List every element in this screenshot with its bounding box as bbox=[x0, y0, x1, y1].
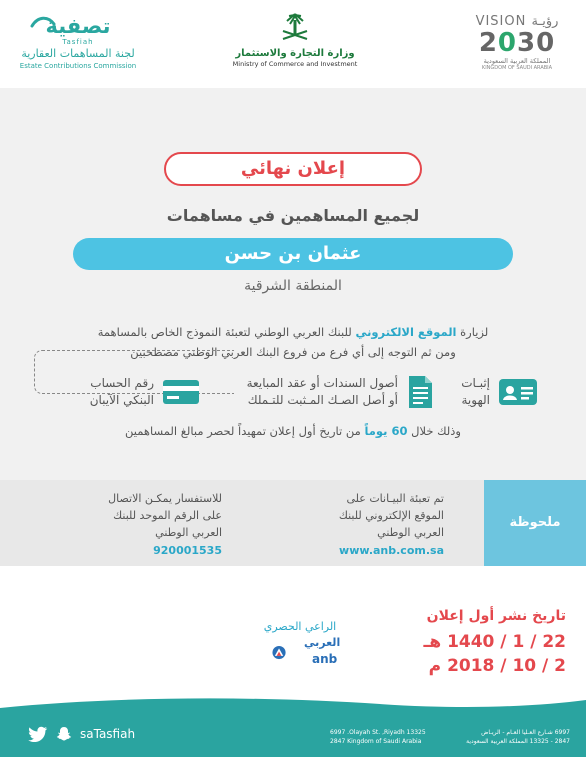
address-arabic-line-1: 6997 شـارع العـليا العـام - الريـاض bbox=[481, 729, 570, 736]
website-highlight: الموقع الالكتروني bbox=[355, 325, 457, 339]
vision-year-digits: 30 bbox=[517, 28, 556, 58]
requirement-iban bbox=[90, 372, 200, 412]
address-arabic-line-2: 2847 - 13325 المملكة العربية السعودية bbox=[466, 738, 570, 745]
duration-rest: من تاريخ أول إعلان تمهيداً لحصر مبالغ المساهمين bbox=[125, 424, 365, 438]
requirement-documents-line-1: أصول السندات أو عقد المبايعة bbox=[246, 376, 398, 390]
note-phone-line-3: العربي الوطني bbox=[155, 526, 222, 539]
note-phone-line-2: على الرقم الموحد للبنك bbox=[113, 509, 222, 522]
contribution-name: عثمان بن حسن bbox=[73, 238, 513, 270]
instructions-line-1 bbox=[30, 322, 556, 342]
ministry-english-name: Ministry of Commerce and Investment bbox=[232, 60, 358, 68]
kingdom-arabic: المملكة العربية السعودية bbox=[483, 57, 551, 65]
note-website-line-3: العربي الوطني bbox=[377, 526, 444, 539]
duration-days: 60 يوماً bbox=[364, 424, 408, 438]
requirement-documents-line-2: أو أصل الصـك المـثبت للتـملك bbox=[247, 393, 398, 407]
note-phone-line-1: للاستفسار يمكـن الاتصال bbox=[108, 492, 222, 505]
tasfiah-latin: Tasfiah bbox=[62, 38, 94, 46]
requirement-id-text bbox=[461, 375, 490, 409]
header bbox=[0, 0, 586, 88]
anb-website-link[interactable]: www.anb.com.sa bbox=[339, 544, 444, 557]
tasfiah-english-name: Estate Contributions Commission bbox=[19, 62, 137, 70]
address-arabic bbox=[466, 728, 570, 746]
publication-hijri-date: 22 / 1 / 1440 هـ bbox=[423, 632, 566, 652]
palm-swords-emblem-icon bbox=[278, 12, 312, 42]
tasfiah-swirl-icon bbox=[30, 16, 56, 30]
snapchat-icon[interactable] bbox=[56, 726, 72, 742]
document-icon bbox=[406, 375, 434, 409]
requirement-documents bbox=[247, 372, 434, 412]
note-website-line-2: الموقع الإلكتروني للبنك bbox=[338, 509, 444, 522]
note-website-line-1: تم تعبئة البيـانات على bbox=[346, 492, 444, 505]
publication-gregorian-date: 2 / 10 / 2018 م bbox=[428, 656, 566, 676]
address-english bbox=[330, 728, 426, 746]
anb-english-name: anb bbox=[312, 652, 338, 666]
requirement-iban-line-2: البنكي الآيبان bbox=[89, 393, 154, 407]
instructions-line-2: ومن ثم التوجه إلى أي فرع من فروع البنك العربي الوطني مصطحبين bbox=[130, 345, 456, 359]
requirement-iban-line-1: رقم الحساب bbox=[90, 376, 154, 390]
vision-year bbox=[464, 29, 570, 57]
note-website-column bbox=[264, 490, 444, 559]
vision-year-digit: 2 bbox=[478, 28, 498, 58]
anb-logo-icon bbox=[272, 638, 302, 668]
announcement-title: إعلان نهائي bbox=[164, 152, 422, 186]
duration-note bbox=[30, 424, 556, 438]
tasfiah-logo bbox=[18, 14, 138, 76]
twitter-icon[interactable] bbox=[28, 726, 48, 742]
id-card-icon bbox=[498, 377, 538, 407]
requirement-id-line-2: الهوية bbox=[461, 393, 490, 407]
address-english-line-2: 2847 Kingdom of Saudi Arabia bbox=[330, 738, 422, 745]
requirement-id-line-1: إثبـات bbox=[461, 376, 490, 390]
kingdom-english: KINGDOM OF SAUDI ARABIA bbox=[481, 65, 553, 71]
address-english-line-1: 6997 .Olayah St. ,Riyadh 13325 bbox=[330, 729, 426, 736]
instructions-prefix: لزيارة bbox=[456, 325, 489, 339]
sponsor-label: الراعي الحصري bbox=[263, 620, 337, 633]
region-label: المنطقة الشرقية bbox=[244, 278, 342, 294]
note-phone-column bbox=[42, 490, 222, 559]
tasfiah-mark: تصفية bbox=[45, 14, 111, 38]
vision-year-zero: 0 bbox=[497, 28, 517, 58]
social-handle[interactable]: saTasfiah bbox=[80, 727, 136, 741]
requirement-iban-text bbox=[90, 375, 154, 409]
social-links bbox=[28, 726, 135, 742]
anb-arabic-name: العربي bbox=[304, 636, 341, 649]
requirement-id bbox=[461, 372, 538, 412]
note-label: ملحوظة bbox=[484, 480, 586, 566]
vision-2030-logo bbox=[464, 14, 570, 78]
bank-card-icon bbox=[162, 379, 200, 405]
announcement-subtitle: لجميع المساهمين في مساهمات bbox=[166, 206, 420, 225]
requirement-documents-text bbox=[247, 375, 398, 409]
vision-label: VISION رؤيـة bbox=[475, 14, 559, 29]
tasfiah-arabic-name: لجنة المساهمات العقارية bbox=[21, 47, 135, 60]
duration-prefix: وذلك خلال bbox=[407, 424, 461, 438]
ministry-arabic-name: وزارة التجارة والاستثمار bbox=[235, 48, 355, 59]
ministry-logo bbox=[220, 12, 370, 74]
publication-title: تاريخ نشر أول إعلان bbox=[426, 608, 566, 624]
anb-phone-number[interactable]: 920001535 bbox=[153, 544, 222, 557]
instructions-rest: للبنك العربي الوطني لتعبئة النموذج الخاص بالمساهمة bbox=[97, 325, 356, 339]
